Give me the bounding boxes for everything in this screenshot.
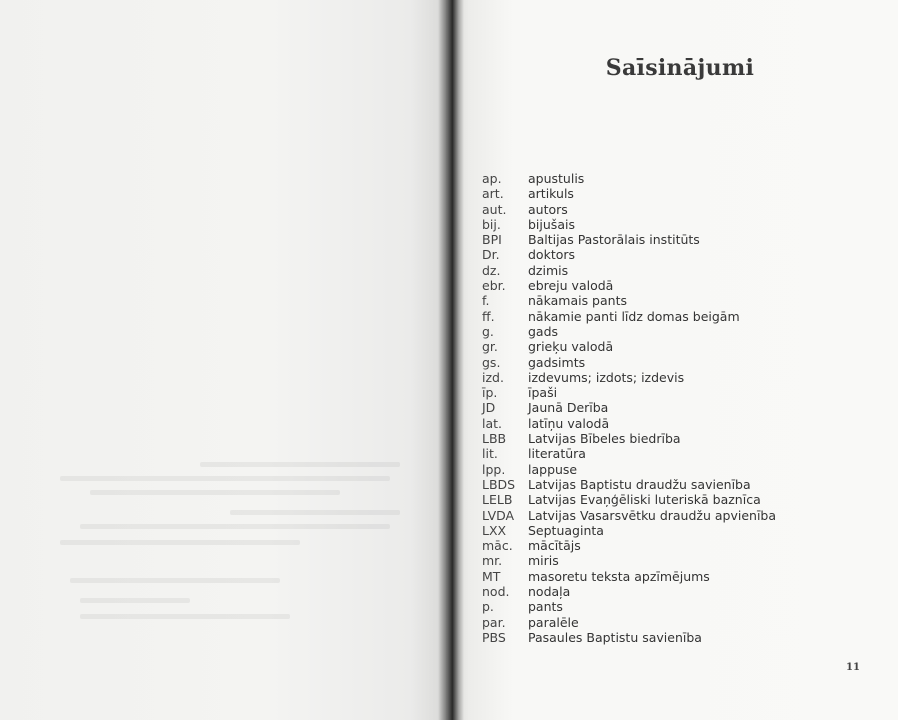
abbreviation-row: [482, 400, 776, 415]
bleed-through-line: [90, 490, 340, 495]
abbreviation-term: lat.: [482, 415, 503, 431]
abbreviation-meaning: artikuls: [528, 186, 574, 202]
abbreviation-row: [482, 324, 776, 339]
abbreviation-row: [482, 370, 776, 385]
left-page: [0, 0, 446, 720]
abbreviation-term: izd.: [482, 369, 504, 385]
abbreviation-meaning: gads: [528, 323, 559, 339]
abbreviation-term: p.: [482, 599, 494, 615]
abbreviation-term: lpp.: [482, 461, 506, 477]
abbreviation-row: [482, 630, 776, 645]
abbreviation-meaning: izdevums; izdots; izdevis: [528, 369, 685, 385]
abbreviation-meaning: Latvijas Evaņģēliski luteriskā baznīca: [528, 492, 761, 508]
abbreviation-term: ebr.: [482, 278, 506, 294]
abbreviation-row: [482, 508, 776, 523]
bleed-through-line: [80, 598, 190, 603]
abbreviation-meaning: gadsimts: [528, 354, 586, 370]
abbreviation-term: BPI: [482, 232, 502, 248]
abbreviation-term: īp.: [482, 385, 498, 401]
abbreviation-term: ff.: [482, 308, 495, 324]
abbreviation-term: lit.: [482, 446, 498, 462]
abbreviation-term: MT: [482, 568, 501, 584]
abbreviation-row: [482, 232, 776, 247]
abbreviation-meaning: pants: [528, 599, 563, 615]
abbreviation-row: [482, 477, 776, 492]
abbreviation-row: [482, 263, 776, 278]
abbreviation-term: JD: [482, 400, 496, 416]
abbreviation-term: LXX: [482, 522, 507, 538]
abbreviation-meaning: nākamie panti līdz domas beigām: [528, 308, 740, 324]
abbreviation-term: aut.: [482, 201, 507, 217]
abbreviation-meaning: doktors: [528, 247, 576, 263]
abbreviation-row: [482, 186, 776, 201]
abbreviation-term: art.: [482, 186, 504, 202]
abbreviation-row: [482, 293, 776, 308]
abbreviation-row: [482, 416, 776, 431]
abbreviation-term: Dr.: [482, 247, 500, 263]
abbreviation-meaning: miris: [528, 553, 559, 569]
bleed-through-line: [80, 614, 290, 619]
abbreviation-row: [482, 247, 776, 262]
abbreviation-row: [482, 615, 776, 630]
abbreviation-term: LBDS: [482, 476, 516, 492]
abbreviation-meaning: ebreju valodā: [528, 278, 614, 294]
abbreviation-term: par.: [482, 614, 506, 630]
abbreviation-row: [482, 309, 776, 324]
abbreviation-meaning: paralēle: [528, 614, 579, 630]
bleed-through-line: [230, 510, 400, 515]
abbreviation-meaning: Baltijas Pastorālais institūts: [528, 232, 700, 248]
page-number: 11: [846, 662, 860, 673]
abbreviation-meaning: dzimis: [528, 262, 569, 278]
abbreviation-meaning: bijušais: [528, 216, 575, 232]
abbreviation-row: [482, 202, 776, 217]
abbreviation-row: [482, 217, 776, 232]
abbreviation-row: [482, 462, 776, 477]
abbreviation-row: [482, 355, 776, 370]
abbreviation-meaning: īpaši: [528, 385, 558, 401]
abbreviation-term: LVDA: [482, 507, 515, 523]
abbreviation-term: bij.: [482, 216, 501, 232]
bleed-through-line: [80, 524, 390, 529]
book-gutter: [438, 0, 464, 720]
abbreviation-meaning: nodaļa: [528, 584, 571, 600]
abbreviation-row: [482, 553, 776, 568]
abbreviation-term: LELB: [482, 492, 513, 508]
abbreviation-meaning: masoretu teksta apzīmējums: [528, 568, 710, 584]
bleed-through-line: [60, 476, 390, 481]
abbreviation-term: māc.: [482, 538, 513, 554]
abbreviation-term: PBS: [482, 629, 506, 645]
abbreviation-meaning: lappuse: [528, 461, 578, 477]
abbreviation-meaning: literatūra: [528, 446, 586, 462]
abbreviation-meaning: Latvijas Baptistu draudžu savienība: [528, 476, 751, 492]
abbreviation-row: [482, 385, 776, 400]
abbreviation-row: [482, 278, 776, 293]
abbreviation-meaning: apustulis: [528, 171, 585, 186]
abbreviation-meaning: autors: [528, 201, 568, 217]
abbreviation-meaning: Latvijas Bībeles biedrība: [528, 431, 681, 447]
abbreviation-meaning: grieķu valodā: [528, 339, 614, 355]
abbreviation-row: [482, 446, 776, 461]
abbreviation-term: gr.: [482, 339, 498, 355]
abbreviation-meaning: latīņu valodā: [528, 415, 610, 431]
abbreviation-term: nod.: [482, 584, 510, 600]
abbreviation-meaning: nākamais pants: [528, 293, 627, 309]
abbreviation-term: g.: [482, 323, 494, 339]
abbreviation-list: [482, 171, 776, 645]
page-title: Saīsinājumi: [605, 54, 755, 81]
abbreviation-row: [482, 492, 776, 507]
abbreviation-row: [482, 523, 776, 538]
abbreviation-meaning: Septuaginta: [528, 522, 604, 538]
abbreviation-row: [482, 431, 776, 446]
abbreviation-term: dz.: [482, 262, 501, 278]
bleed-through-line: [70, 578, 280, 583]
abbreviation-row: [482, 339, 776, 354]
abbreviation-meaning: Jaunā Derība: [528, 400, 609, 416]
abbreviation-term: LBB: [482, 431, 507, 447]
abbreviation-meaning: Latvijas Vasarsvētku draudžu apvienība: [528, 507, 777, 523]
abbreviation-term: ap.: [482, 171, 502, 186]
abbreviation-row: [482, 599, 776, 614]
abbreviation-meaning: Pasaules Baptistu savienība: [528, 629, 702, 645]
abbreviation-row: [482, 569, 776, 584]
abbreviation-meaning: mācītājs: [528, 538, 581, 554]
abbreviation-row: [482, 171, 776, 186]
bleed-through-line: [200, 462, 400, 467]
abbreviation-row: [482, 584, 776, 599]
abbreviation-term: f.: [482, 293, 490, 309]
bleed-through-line: [60, 540, 300, 545]
abbreviation-term: gs.: [482, 354, 501, 370]
abbreviation-row: [482, 538, 776, 553]
abbreviation-term: mr.: [482, 553, 503, 569]
